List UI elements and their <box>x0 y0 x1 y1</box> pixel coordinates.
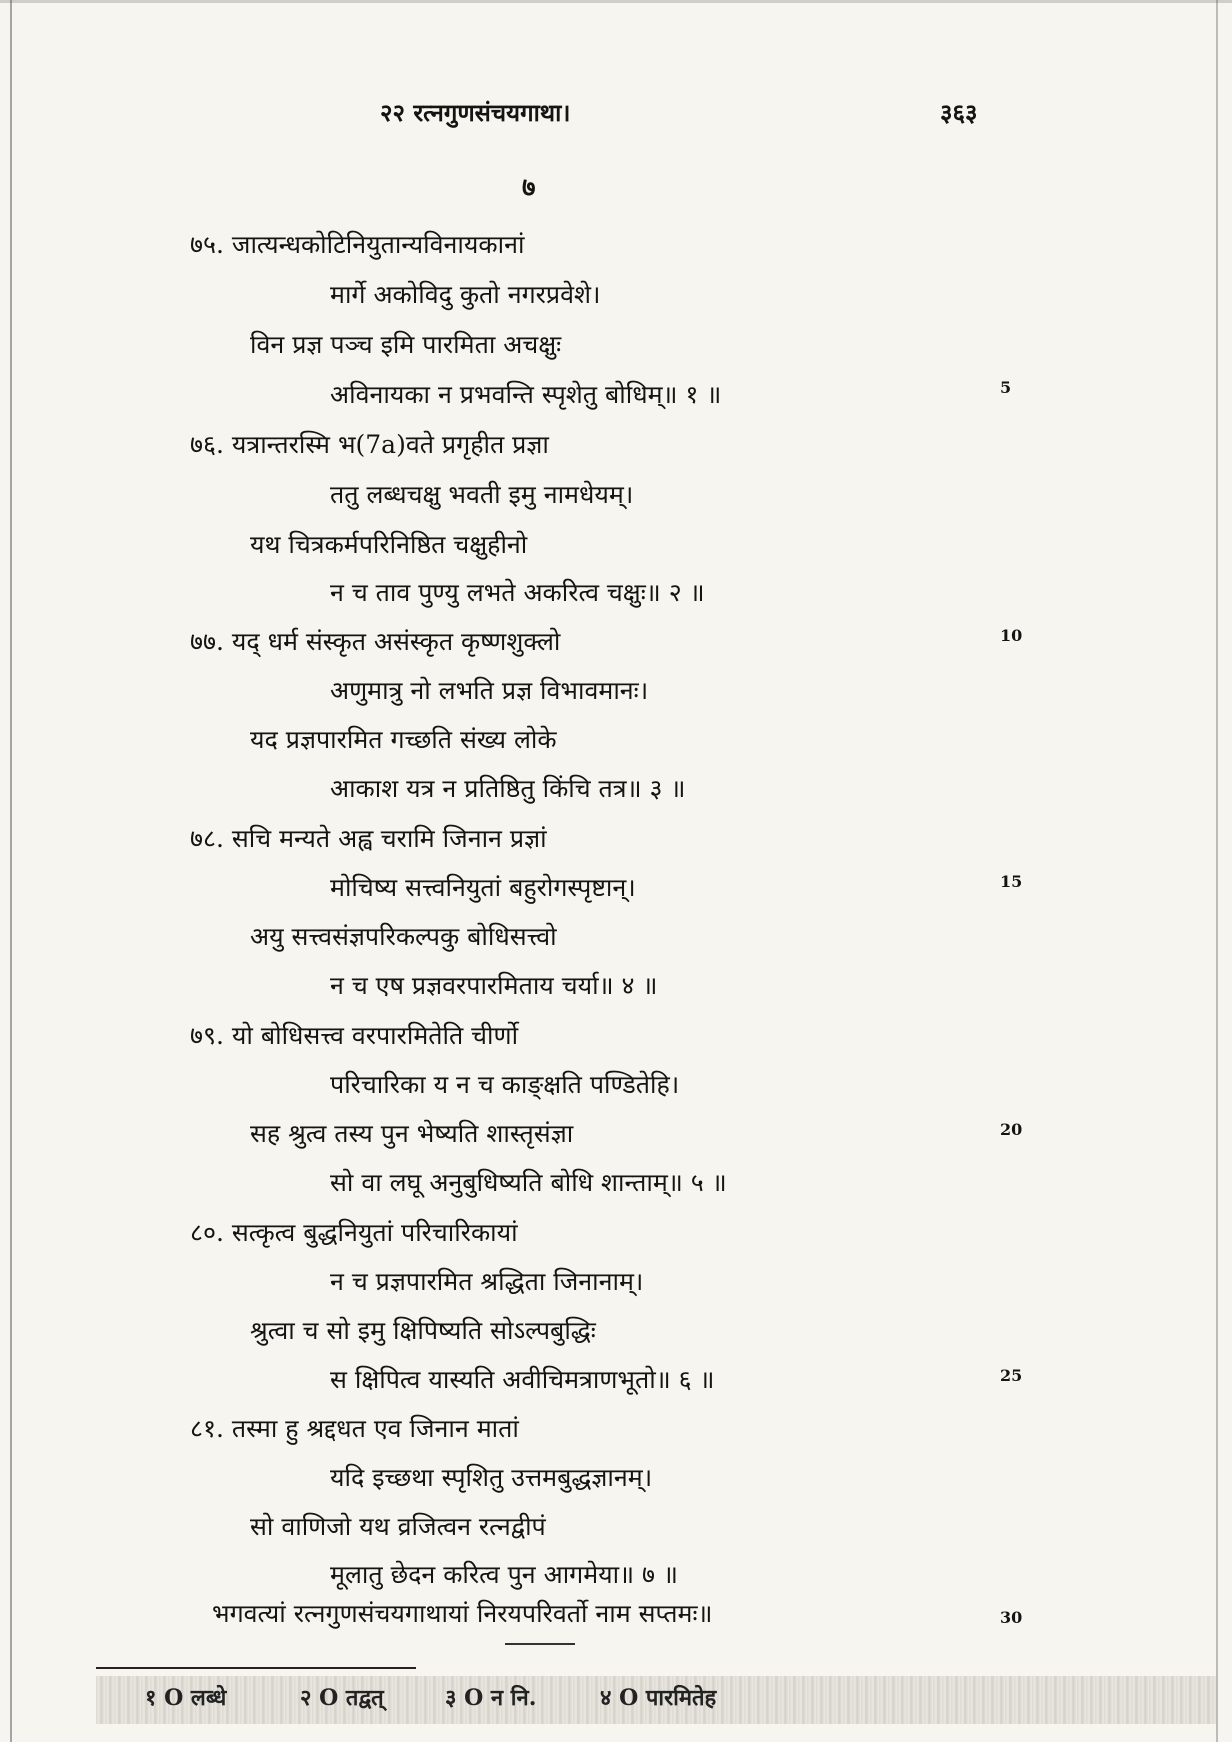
top-edge-line <box>0 0 1232 3</box>
margin-line-number: 25 <box>1000 1366 1023 1385</box>
margin-line-number: 5 <box>1000 378 1012 397</box>
verse-line: ८०. सत्कृत्व बुद्धनियुतां परिचारिकायां <box>190 1218 518 1247</box>
verse-line: परिचारिका य न च काङ्क्षति पण्डितेहि। <box>330 1070 680 1099</box>
verse-line: सो वाणिजो यथ व्रजित्वन रत्नद्वीपं <box>250 1512 546 1541</box>
verse-line: ७६. यत्रान्तरस्मि भ(7a)वते प्रगृहीत प्रज्ञा <box>190 430 549 459</box>
chapter-number: ७ <box>522 173 536 203</box>
right-page-edge <box>1216 0 1218 1742</box>
verse-line: अयु सत्त्वसंज्ञपरिकल्पकु बोधिसत्त्वो <box>250 922 557 951</box>
verse-line: ७८. सचि मन्यते अह्व चरामि जिनान प्रज्ञां <box>190 824 547 853</box>
margin-line-number: 15 <box>1000 872 1023 891</box>
footnote: १ O लब्धे <box>145 1685 227 1711</box>
verse-line: ८१. तस्मा हु श्रद्दधत एव जिनान मातां <box>190 1414 519 1443</box>
verse-line: मोचिष्य सत्त्वनियुतां बहुरोगस्पृष्टान्। <box>330 873 636 902</box>
verse-line: सो वा लघू अनुबुधिष्यति बोधि शान्ताम्॥ ५ ॥ <box>330 1168 727 1197</box>
verse-line: अविनायका न प्रभवन्ति स्पृशेतु बोधिम्॥ १ ॥ <box>330 380 722 409</box>
page-number: ३६३ <box>940 98 978 127</box>
verse-line: श्रुत्वा च सो इमु क्षिपिष्यति सोऽल्पबुद्धिः <box>250 1316 596 1345</box>
verse-line: यथ चित्रकर्मपरिनिष्ठित चक्षुहीनो <box>250 530 528 559</box>
verse-line: ७७. यद् धर्म संस्कृत असंस्कृत कृष्णशुक्लो <box>190 627 561 656</box>
ornamental-rule <box>505 1643 575 1645</box>
running-header-title: २२ रत्नगुणसंचयगाथा। <box>380 98 571 127</box>
chapter-colophon: भगवत्यां रत्नगुणसंचयगाथायां निरयपरिवर्तो नाम सप्तमः॥ <box>212 1599 713 1628</box>
verse-line: न च प्रज्ञपारमित श्रद्धिता जिनानाम्। <box>330 1267 644 1296</box>
verse-line: मूलातु छेदन करित्व पुन आगमेया॥ ७ ॥ <box>330 1560 678 1589</box>
footnote: ४ O पारमितेह <box>600 1685 717 1711</box>
verse-line: न च ताव पुण्यु लभते अकरित्व चक्षुः॥ २ ॥ <box>330 578 705 607</box>
verse-line: मार्गे अकोविदु कुतो नगरप्रवेशे। <box>330 280 601 309</box>
verse-line: विन प्रज्ञ पञ्च इमि पारमिता अचक्षुः <box>250 330 562 359</box>
verse-line: यद प्रज्ञपारमित गच्छति संख्य लोके <box>250 725 557 754</box>
verse-line: न च एष प्रज्ञवरपारमिताय चर्या॥ ४ ॥ <box>330 971 658 1000</box>
verse-line: ७९. यो बोधिसत्त्व वरपारमितेति चीर्णो <box>190 1021 519 1050</box>
verse-line: यदि इच्छथा स्पृशितु उत्तमबुद्धज्ञानम्। <box>330 1463 653 1492</box>
verse-line: ततु लब्धचक्षु भवती इमु नामधेयम्। <box>330 480 634 509</box>
verse-line: अणुमात्रु नो लभति प्रज्ञ विभावमानः। <box>330 676 649 705</box>
footnote: ३ O न नि. <box>445 1685 537 1711</box>
left-page-edge <box>10 0 12 1742</box>
footnote: २ O तद्वत् <box>300 1685 384 1711</box>
margin-line-number: 10 <box>1000 626 1023 645</box>
verse-line: स क्षिपित्व यास्यति अवीचिमत्राणभूतो॥ ६ ॥ <box>330 1365 715 1394</box>
verse-line: ७५. जात्यन्धकोटिनियुतान्यविनायकानां <box>190 230 525 259</box>
margin-line-number: 30 <box>1000 1608 1023 1627</box>
verse-line: आकाश यत्र न प्रतिष्ठितु किंचि तत्र॥ ३ ॥ <box>330 774 686 803</box>
footnote-rule <box>96 1667 416 1669</box>
margin-line-number: 20 <box>1000 1120 1023 1139</box>
verse-line: सह श्रुत्व तस्य पुन भेष्यति शास्तृसंज्ञा <box>250 1119 574 1148</box>
